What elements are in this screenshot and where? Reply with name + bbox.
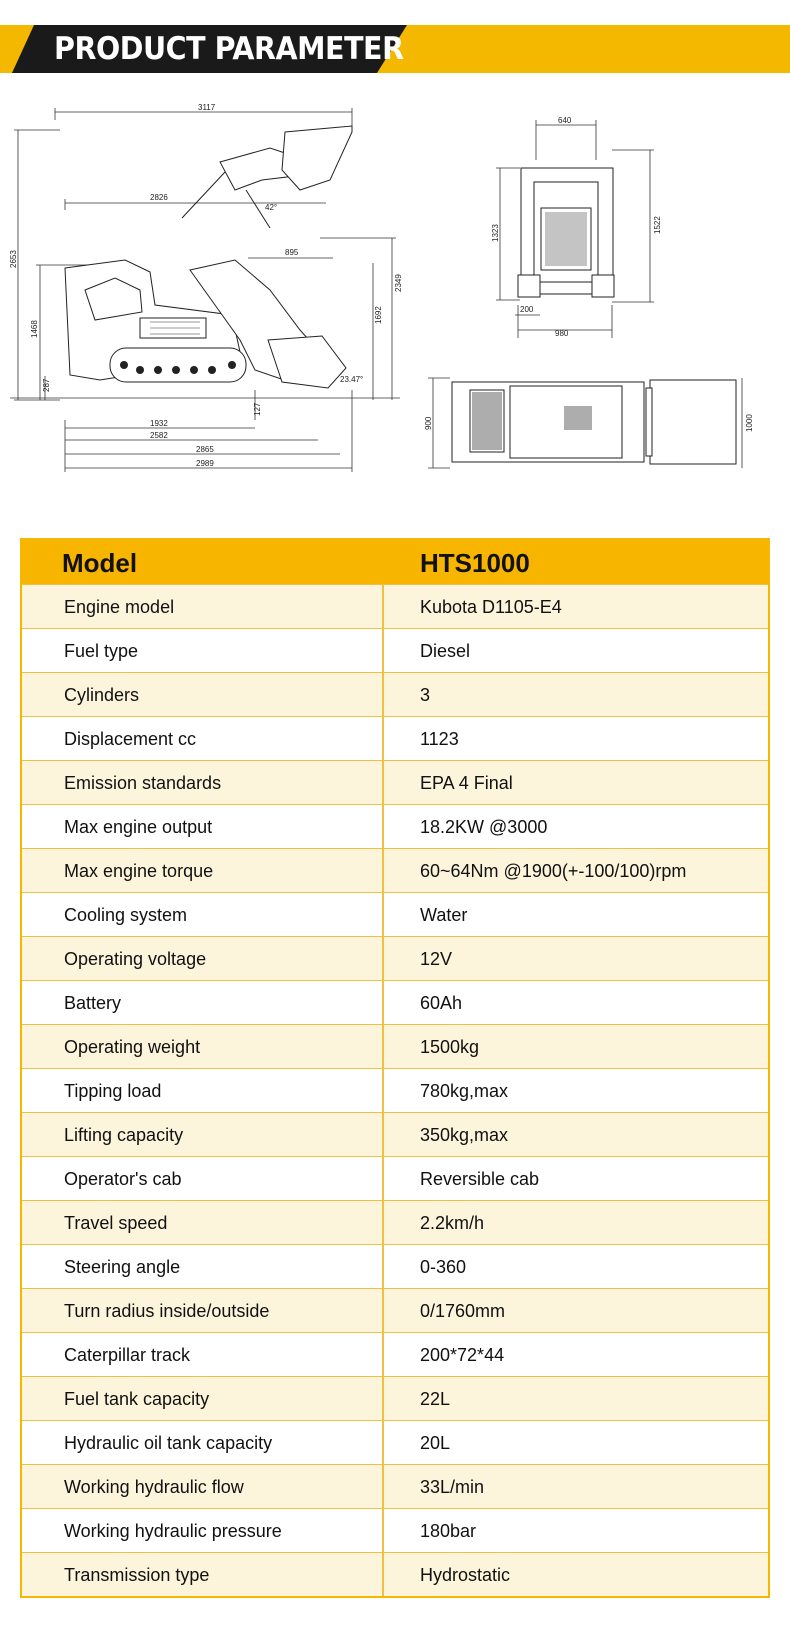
table-row: [22, 1332, 768, 1376]
dim-label: 900: [424, 416, 433, 430]
table-row: [22, 1112, 768, 1156]
table-row: [22, 848, 768, 892]
header-model-value: HTS1000: [420, 548, 530, 578]
spec-table-body: [22, 584, 768, 1596]
row-label: Operator's cab: [22, 1157, 384, 1200]
table-row: [22, 892, 768, 936]
row-value: Reversible cab: [420, 1169, 540, 1189]
table-row: [22, 1244, 768, 1288]
row-label: Max engine output: [22, 805, 384, 848]
dim-label: 287: [42, 378, 51, 392]
table-row: [22, 760, 768, 804]
table-row: [22, 1024, 768, 1068]
row-label: Cylinders: [22, 673, 384, 716]
row-label: Displacement cc: [22, 717, 384, 760]
row-value: 20L: [420, 1433, 451, 1453]
table-row: [22, 1068, 768, 1112]
dim-label: 980: [555, 329, 569, 338]
row-value: 12V: [420, 949, 453, 969]
row-label: Caterpillar track: [22, 1333, 384, 1376]
dim-label: 1522: [653, 216, 662, 234]
table-row: [22, 672, 768, 716]
row-label: Operating voltage: [22, 937, 384, 980]
table-row: [22, 1156, 768, 1200]
table-row: [22, 1200, 768, 1244]
row-value: 33L/min: [420, 1477, 485, 1497]
row-label: Max engine torque: [22, 849, 384, 892]
dim-label: 640: [558, 116, 572, 125]
dim-label: 1468: [30, 320, 39, 338]
row-label: Working hydraulic flow: [22, 1465, 384, 1508]
row-value: 18.2KW @3000: [420, 817, 548, 837]
row-value: 0/1760mm: [420, 1301, 506, 1321]
technical-drawing-svg: [0, 90, 790, 510]
table-row: [22, 1552, 768, 1596]
row-value: 1123: [420, 729, 459, 749]
row-value: 2.2km/h: [420, 1213, 485, 1233]
dim-label: 127: [253, 402, 262, 416]
row-label: Tipping load: [22, 1069, 384, 1112]
dim-label: 1323: [491, 224, 500, 242]
dim-label: 895: [285, 248, 299, 257]
row-label: Travel speed: [22, 1201, 384, 1244]
dim-label: 200: [520, 305, 534, 314]
row-value: Water: [420, 905, 468, 925]
dim-label: 42°: [265, 203, 278, 212]
row-value: 200*72*44: [420, 1345, 505, 1365]
dim-label: 2349: [394, 274, 403, 292]
row-value: 180bar: [420, 1521, 477, 1541]
dim-label: 2582: [150, 431, 168, 440]
dim-label: 2865: [196, 445, 214, 454]
table-row: [22, 584, 768, 628]
spec-table: [20, 538, 770, 1598]
dim-label: 1932: [150, 419, 168, 428]
table-row: [22, 628, 768, 672]
technical-drawing: [0, 90, 790, 510]
table-row: [22, 1464, 768, 1508]
page-title: PRODUCT PARAMETER: [54, 31, 404, 67]
dim-label: 1000: [745, 414, 754, 432]
row-label: Battery: [22, 981, 384, 1024]
row-label: Operating weight: [22, 1025, 384, 1068]
dim-label: 23.47°: [340, 375, 364, 384]
table-row: [22, 1288, 768, 1332]
row-value: Diesel: [420, 641, 471, 661]
dim-label: 2989: [196, 459, 214, 468]
row-value: 780kg,max: [420, 1081, 509, 1101]
row-value: 350kg,max: [420, 1125, 509, 1145]
dim-label: 2826: [150, 193, 168, 202]
row-label: Fuel tank capacity: [22, 1377, 384, 1420]
row-label: Lifting capacity: [22, 1113, 384, 1156]
header-label: Model: [62, 548, 138, 578]
table-row: [22, 980, 768, 1024]
spec-table-header: [22, 540, 768, 584]
row-value: 22L: [420, 1389, 451, 1409]
table-row: [22, 716, 768, 760]
row-value: Kubota D1105-E4: [420, 597, 562, 617]
row-label: Working hydraulic pressure: [22, 1509, 384, 1552]
table-row: [22, 804, 768, 848]
row-value: 60~64Nm @1900(+-100/100)rpm: [420, 861, 687, 881]
table-row: [22, 1420, 768, 1464]
row-value: 1500kg: [420, 1037, 480, 1057]
dim-label: 2653: [9, 250, 18, 268]
row-label: Transmission type: [22, 1553, 384, 1596]
row-label: Fuel type: [22, 629, 384, 672]
row-label: Turn radius inside/outside: [22, 1289, 384, 1332]
row-label: Hydraulic oil tank capacity: [22, 1421, 384, 1464]
dim-label: 1692: [374, 306, 383, 324]
table-row: [22, 1376, 768, 1420]
row-value: EPA 4 Final: [420, 773, 513, 793]
row-label: Emission standards: [22, 761, 384, 804]
row-label: Cooling system: [22, 893, 384, 936]
row-value: 3: [420, 685, 431, 705]
table-row: [22, 936, 768, 980]
row-value: 0-360: [420, 1257, 467, 1277]
row-value: Hydrostatic: [420, 1565, 511, 1585]
row-label: Steering angle: [22, 1245, 384, 1288]
table-row: [22, 1508, 768, 1552]
row-value: 60Ah: [420, 993, 463, 1013]
dim-label: 3117: [198, 103, 216, 112]
row-label: Engine model: [22, 585, 384, 628]
